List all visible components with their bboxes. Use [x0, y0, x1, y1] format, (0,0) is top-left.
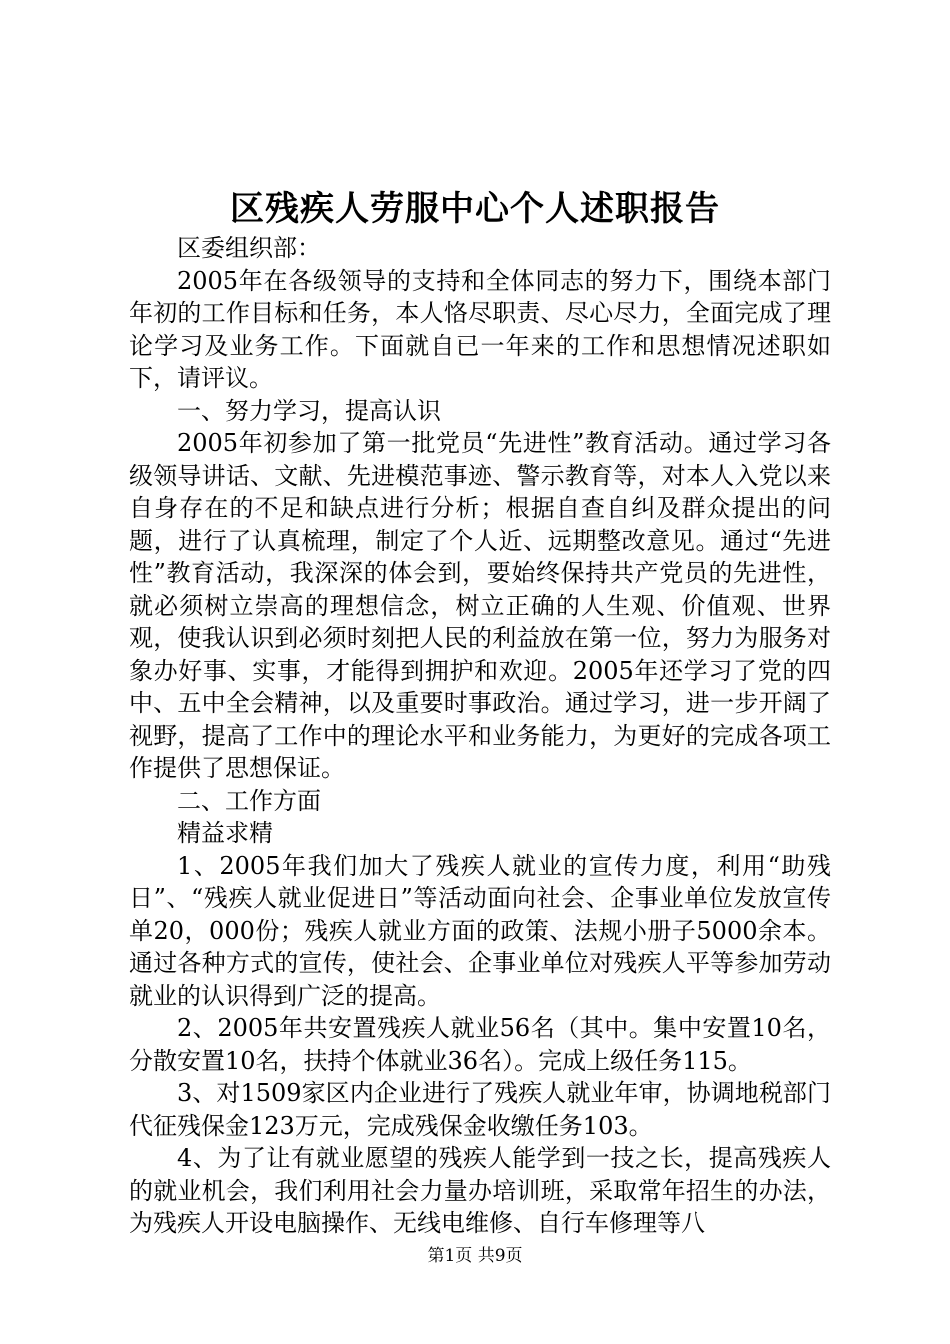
document-title: 区残疾人劳服中心个人述职报告 [230, 189, 720, 229]
study-paragraph: 2005年初参加了第一批党员“先进性”教育活动。通过学习各级领导讲话、文献、先进模范事迹、警示教育等，对本人入党以来自身存在的不足和缺点进行分析；根据自查自纠及群众提出的问题，进行了认真梳理，制定了个人近、远期整改意见。通过“先进性”教育活动，我深深的体会到，要始终保持共产党员的先进性，就必须树立崇高的理想信念，树立正确的人生观、价值观、世界观，使我认识到必须时刻把人民的利益放在第一位，努力为服务对象办好事、实事，才能得到拥护和欢迎。2005年还学习了党的四中、五中全会精神，以及重要时事政治。通过学习，进一步开阔了视野，提高了工作中的理论水平和业务能力，为更好的完成各项工作提供了思想保证。 [129, 429, 831, 782]
document-body [129, 232, 831, 1240]
section-heading-work: 二、工作方面 [177, 786, 321, 815]
section-heading-study: 一、努力学习，提高认识 [177, 396, 441, 425]
work-item-1: 1、2005年我们加大了残疾人就业的宣传力度，利用“助残日”、“残疾人就业促进日”等活动面向社会、企事业单位发放宣传单20，000份；残疾人就业方面的政策、法规小册子5000余本。通过各种方式的宣传，使社会、企事业单位对残疾人平等参加劳动就业的认识得到广泛的提高。 [129, 851, 831, 1010]
page-footer: 第1页 共9页 [427, 1246, 523, 1266]
work-item-4: 4、为了让有就业愿望的残疾人能学到一技之长，提高残疾人的就业机会，我们利用社会力量办培训班，采取常年招生的办法，为残疾人开设电脑操作、无线电维修、自行车修理等八 [129, 1144, 831, 1237]
salutation: 区委组织部： [177, 234, 321, 262]
work-item-2: 2、2005年共安置残疾人就业56名（其中。集中安置10名，分散安置10名，扶持个体就业36名）。完成上级任务115。 [129, 1014, 831, 1075]
subheading-excellence: 精益求精 [177, 819, 273, 847]
work-item-3: 3、对1509家区内企业进行了残疾人就业年审，协调地税部门代征残保金123万元，完成残保金收缴任务103。 [129, 1079, 831, 1140]
intro-paragraph: 2005年在各级领导的支持和全体同志的努力下，围绕本部门年初的工作目标和任务，本人恪尽职责、尽心尽力，全面完成了理论学习及业务工作。下面就自已一年来的工作和思想情况述职如下，请评议。 [129, 266, 831, 392]
